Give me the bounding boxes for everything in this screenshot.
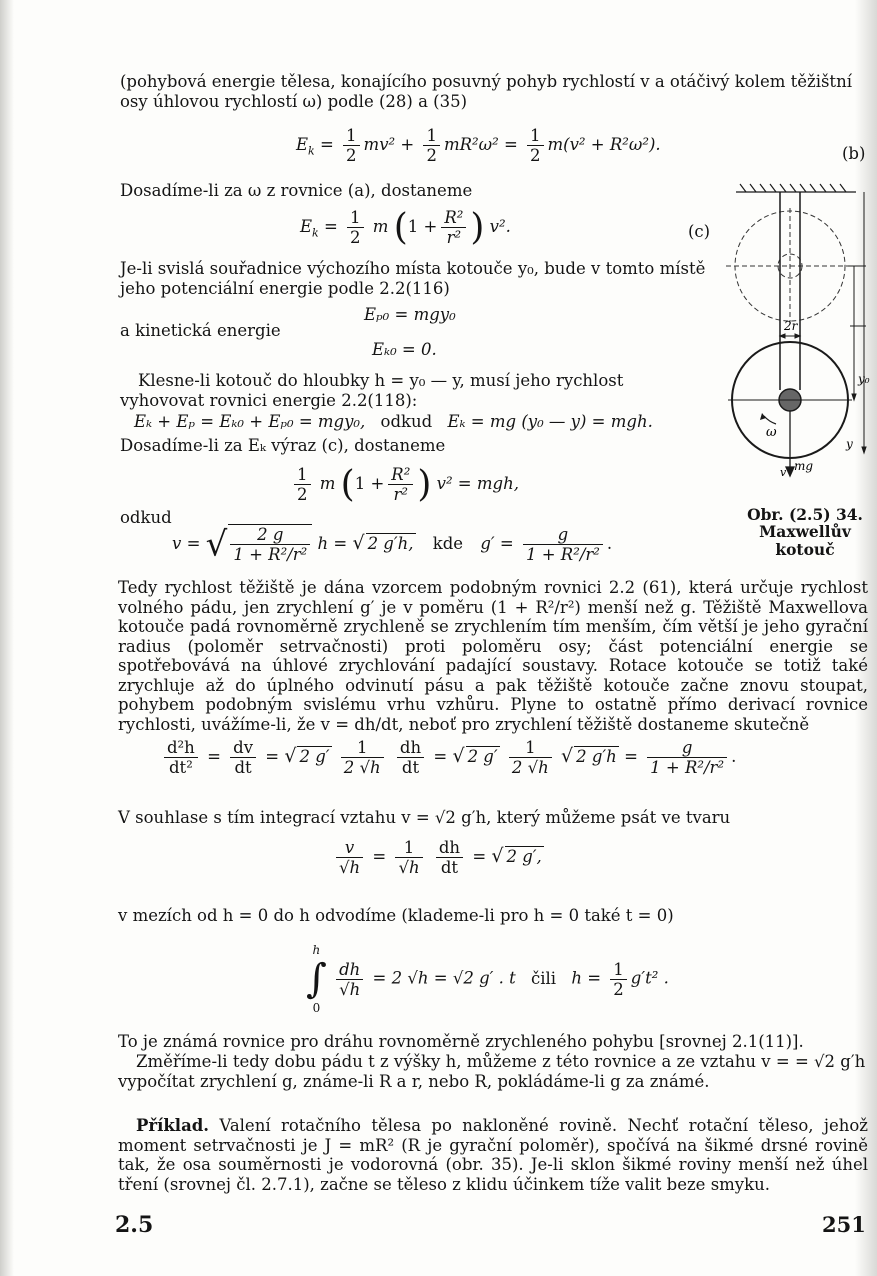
example-heading: Příklad. (136, 1116, 210, 1135)
paragraph-12: Změříme-li tedy dobu pádu t z výšky h, můžeme z této rovnice a ze vztahu v = = √2 g′h vypočítat zrychlení g, známe-li R a r, nebo R, pokládáme-li g za známé. (118, 1052, 866, 1091)
force-arrow-mg (786, 411, 794, 476)
equation-velocity: v = √ $\frac{2 g}{\text{1 + R²/r²}}$ h = √ 2 g′h, kde g′ = $\frac{g}{\text{1 + R²/r²}}$ . (172, 524, 613, 565)
footer-page-number: 251 (822, 1212, 866, 1237)
paragraph-9: V souhlase s tím integrací vztahu v = √2 g′h, který můžeme psát ve tvaru (118, 808, 731, 827)
paragraph-6: Dosadíme-li za Eₖ výraz (c), dostaneme (120, 436, 446, 455)
paragraph-7: odkud (120, 508, 172, 527)
equation-potential: Eₚ₀ = mgy₀ (364, 305, 456, 324)
equation-rewrite: $\frac{v}{√h}$ = $\frac{1}{√h}$ $\frac{dh}{dt}$ = √ 2 g′, (332, 838, 544, 877)
paragraph-10: v mezích od h = 0 do h odvodíme (klademe-li pro h = 0 také t = 0) (118, 906, 674, 925)
equation-b: $E_k$ = $\frac{1}{2}$ mv² + $\frac{1}{2}$ mR²ω² = $\frac{1}{2}$ m(v² + R²ω²). (296, 126, 661, 165)
paragraph-4: a kinetická energie (120, 321, 281, 340)
paragraph-5: Klesne-li kotouč do hloubky h = y₀ — y, musí jeho rychlost vyhovovat rovnici energie 2.2(118): (120, 371, 624, 410)
equation-kinetic-zero: Eₖ₀ = 0. (372, 340, 437, 359)
paragraph-11: To je známá rovnice pro dráhu rovnoměrně zrychleného pohybu [srovnej 2.1(11)]. (118, 1032, 804, 1051)
dimension-y0-y (848, 192, 866, 453)
figure-caption-line2: Maxwellův (759, 522, 851, 541)
paragraph-13: Příklad. Valení rotačního tělesa po nakloněné rovině. Nechť rotační těleso, jehož moment setrvačnosti je J = mR² (R je gyrační poloměr), spočívá na šikmé drsné rovině tak, že osa souměrnosti je vodorovná (obr. 35). Je-li sklon šikmé roviny menší než úhel tření (srovnej čl. 2.7.1), začne se těleso z klidu účinkem tíže valit beze smyku. (118, 1116, 868, 1194)
start-position-dashed (726, 208, 854, 324)
paragraph-3: Je-li svislá souřadnice výchozího místa kotouče y₀, bude v tomto místě jeho potenciální energie podle 2.2(116) (120, 259, 706, 298)
label-mg: mg (794, 459, 814, 473)
equation-d: $\frac{1}{2}$ m (1 + $\frac{\text{R²}}{\text{r²}}$ ) v² = mgh, (290, 464, 519, 505)
label-y: y (846, 437, 853, 451)
equation-label-b: (b) (842, 144, 866, 163)
label-v: v (780, 466, 787, 479)
label-2r: 2r (784, 319, 798, 333)
dimension-2r (780, 334, 800, 338)
paragraph-8: Tedy rychlost těžiště je dána vzorcem podobným rovnici 2.2 (61), která určuje rychlost volného pádu, jen zrychlení g′ je v poměru (1 + R²/r²) menší než g. Těžiště Maxwellova kotouče padá rovnoměrně zrychleně se zrychlením tím menším, čím větší je jeho gyrační radius (poloměr setrvačnosti) proti poloměru osy; část potenciální energie se spotřebovává na úhlové zrychlování padající soustavy. Rotace kotouče se totiž také zrychluje až do úplného odvinutí pásu a pak těžiště kotouče začne znovu stoupat, pohybem podobným svislému vrhu vzhůru. Plyne to ostatně přímo derivací rovnice rychlosti, uvážíme-li, že v = dh/dt, neboť pro zrychlení těžiště dostaneme skutečně (118, 578, 868, 734)
footer-section-number: 2.5 (115, 1212, 154, 1238)
equation-acceleration: $\frac{\text{d²h}}{\text{dt²}}$ = $\frac{dv}{dt}$ = √ 2 g′ $\frac{1}{2 √h}$ $\frac{dh}{dt}$ = √ 2 g′ $\frac{1}{2 √h}$ √ 2 g′h = $\frac{g}{\text{1 + R²/r²}}$ . (160, 738, 736, 777)
figure-caption-line3: kotouč (775, 540, 835, 559)
left-edge-shadow (0, 0, 14, 1276)
paragraph-1: (pohybová energie tělesa, konajícího posuvný pohyb rychlostí v a otáčivý kolem těžištní osy úhlovou rychlostí ω) podle (28) a (35) (120, 72, 852, 111)
figure-caption-line1: Obr. (2.5) 34. (747, 505, 863, 524)
ceiling-hatch (736, 184, 856, 192)
equation-c: $E_k$ = $\frac{1}{2}$ m (1 + $\frac{\text{R²}}{\text{r²}}$ ) v². (300, 207, 511, 248)
paragraph-2: Dosadíme-li za ω z rovnice (a), dostaneme (120, 181, 473, 200)
equation-integral: h ∫ 0 $\frac{dh}{√h}$ = 2 √h = √2 g′ . t čili h = $\frac{1}{2}$ g′t² . (306, 943, 669, 1015)
maxwell-disc-figure (718, 178, 868, 478)
equation-label-c: (c) (688, 222, 711, 241)
label-y0: y₀ (858, 372, 870, 386)
equation-energy: Eₖ + Eₚ = Eₖ₀ + Eₚ₀ = mgy₀, odkud Eₖ = mg (y₀ — y) = mgh. (134, 412, 653, 431)
label-omega: ω (766, 425, 777, 440)
